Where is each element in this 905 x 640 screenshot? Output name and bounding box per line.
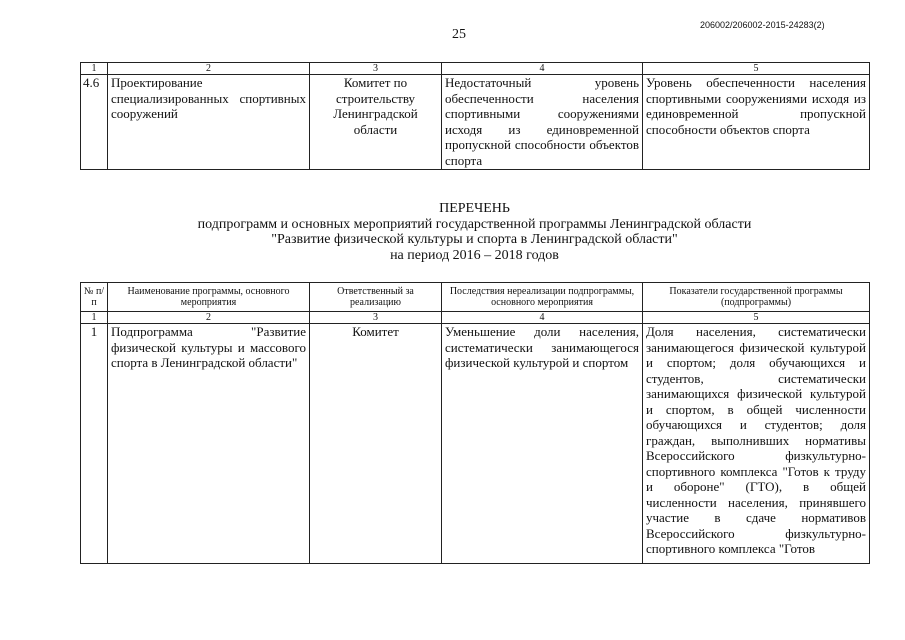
table-row [81, 324, 870, 564]
row-consequences: Недостаточный уровень обеспеченности населения спортивными сооружениями исходя из единовременной пропускной способности объектов спорта [442, 75, 643, 170]
heading-line-1: подпрограмм и основных мероприятий государственной программы Ленинградской области [197, 216, 752, 232]
col-number-4: 4 [442, 63, 643, 75]
row-indicators: Уровень обеспеченности населения спортивными сооружениями исходя из единовременной пропускной способности объектов спорта [643, 75, 870, 170]
row-responsible: Комитет по строительству Ленинградской области [310, 75, 442, 170]
header-indicators: Показатели государственной программы (подпрограммы) [643, 283, 870, 312]
row-responsible: Комитет [310, 324, 442, 564]
table-row [81, 75, 870, 170]
col-number-5: 5 [643, 312, 870, 324]
col-number-1: 1 [81, 63, 108, 75]
header-responsible: Ответственный за реализацию [310, 283, 442, 312]
column-number-row [81, 312, 870, 324]
header-consequences: Последствия нереализации подпрограммы, основного мероприятия [442, 283, 643, 312]
col-number-5: 5 [643, 63, 870, 75]
table-continuation [80, 62, 870, 170]
row-number: 4.6 [81, 75, 108, 170]
header-row [81, 283, 870, 312]
heading-line-3: на период 2016 – 2018 годов [390, 247, 559, 263]
heading-line-2: "Развитие физической культуры и спорта в Ленинградской области" [271, 232, 678, 248]
row-indicators: Доля населения, систематически занимающегося физической культурой и спортом; доля обучающихся и студентов, систематически занимающихся физической культурой и спортом, в общей численности обучающихся и студентов; доля граждан, выполнивших нормативы Всероссийского физкультурно-спортивного комплекса "Готов к труду и обороне" (ГТО), в общей численности населения, принявшего участие в сдаче нормативов Всероссийского физкультурно-спортивного комплекса "Готов [643, 324, 870, 564]
col-number-4: 4 [442, 312, 643, 324]
page-number: 25 [452, 27, 466, 42]
col-number-1: 1 [81, 312, 108, 324]
document-id: 206002/206002-2015-24283(2) [700, 20, 825, 30]
col-number-3: 3 [310, 312, 442, 324]
column-number-row [81, 63, 870, 75]
row-number: 1 [81, 324, 108, 564]
col-number-2: 2 [108, 63, 310, 75]
heading-title: ПЕРЕЧЕНЬ [439, 201, 510, 216]
col-number-2: 2 [108, 312, 310, 324]
programs-table [80, 282, 870, 564]
row-name: Подпрограмма "Развитие физической культуры и массового спорта в Ленинградской области" [108, 324, 310, 564]
row-name: Проектирование специализированных спортивных сооружений [108, 75, 310, 170]
row-consequences: Уменьшение доли населения, систематически занимающегося физической культурой и спортом [442, 324, 643, 564]
col-number-3: 3 [310, 63, 442, 75]
header-number: № п/п [81, 283, 108, 312]
header-name: Наименование программы, основного мероприятия [108, 283, 310, 312]
document-heading [80, 201, 869, 263]
